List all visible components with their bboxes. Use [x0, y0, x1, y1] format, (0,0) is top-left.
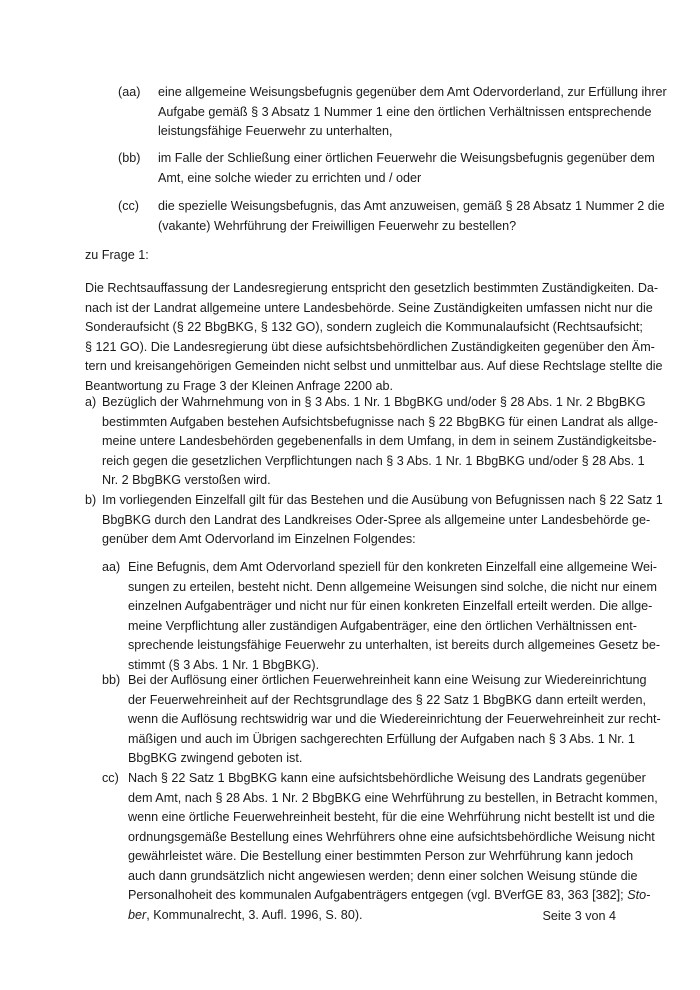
text-line: Beantwortung zu Frage 3 der Kleinen Anfrage 2200 ab.	[85, 378, 394, 393]
text-line: meine untere Landesbehörden gegebenenfalls in dem Umfang, in dem in seinem Zuständigkeitsbe-	[102, 434, 657, 448]
text-line: stimmt (§ 3 Abs. 1 Nr. 1 BbgBKG).	[128, 657, 320, 672]
text-segment: , Kommunalrecht, 3. Aufl. 1996, S. 80).	[146, 907, 363, 922]
text-line: tern und kreisangehörigen Gemeinden nicht selbst und unmittelbar aus. Auf diese Rechtslage stellte die	[85, 359, 663, 373]
question-item	[118, 149, 655, 188]
text-line: wenn die Auflösung rechtswidrig war und die Wiedereinrichtung der Feuerwehreinheit zur recht-	[128, 712, 661, 726]
question-item	[118, 197, 665, 236]
question-item	[118, 83, 667, 142]
text-line: Nr. 2 BbgBKG verstoßen wird.	[102, 473, 271, 487]
text-line: § 121 GO). Die Landesregierung übt diese aufsichtsbehördlichen Zuständigkeiten gegenüber den Äm-	[85, 339, 655, 354]
text-line: mäßigen und auch im Übrigen sachgerechten Erfüllung der Aufgaben nach § 3 Abs. 1 Nr. 1	[128, 731, 635, 746]
citation-author: ber	[128, 907, 147, 922]
text-line: ordnungsgemäße Bestellung eines Wehrführers ohne eine aufsichtsbehördliche Weisung nicht	[128, 829, 655, 844]
question-label: (aa)	[118, 85, 141, 99]
subpoint-cc	[102, 769, 658, 925]
intro-paragraph	[85, 279, 663, 396]
text-line: Im vorliegenden Einzelfall gilt für das Bestehen und die Ausübung von Befugnissen nach § 22 Satz 1	[102, 493, 663, 507]
text-line: gewährleistet wäre. Die Bestellung einer bestimmten Person zur Wehrführung kann jedoch	[128, 849, 634, 863]
text-line: Aufgabe gemäß § 3 Absatz 1 Nummer 1 eine den örtlichen Verhältnissen entsprechende	[158, 104, 652, 119]
text-line: BbgBKG zwingend geboten ist.	[128, 751, 303, 765]
text-line: der Feuerwehreinheit auf der Rechtsgrundlage des § 22 Satz 1 BbgBKG dann erteilt werden,	[128, 692, 647, 707]
subpoint-label: aa)	[102, 560, 121, 574]
text-line: auch dann grundsätzlich nicht angewiesen werden; denn einer solchen Weisung stünde die	[128, 868, 638, 883]
page-number: Seite 3 von 4	[542, 909, 616, 923]
subpoint-label: cc)	[102, 771, 119, 785]
text-line: BbgBKG durch den Landrat des Landkreises Oder-Spree als allgemeine unter Landesbehörde ge-	[102, 512, 651, 527]
text-line	[128, 886, 651, 906]
text-line: bestimmten Aufgaben bestehen Aufsichtsbefugnisse nach § 22 BbgBKG für einen Landrat als allge-	[102, 414, 658, 429]
text-line: (vakante) Wehrführung der Freiwilligen Feuerwehr zu bestellen?	[158, 218, 517, 233]
text-line: Bezüglich der Wahrnehmung von in § 3 Abs. 1 Nr. 1 BbgBKG und/oder § 28 Abs. 1 Nr. 2 BbgBKG	[102, 395, 646, 409]
text-line: im Falle der Schließung einer örtlichen Feuerwehr die Weisungsbefugnis gegenüber dem	[158, 151, 655, 165]
text-line: Die Rechtsauffassung der Landesregierung entspricht den gesetzlich bestimmten Zuständigkeiten. Da-	[85, 281, 659, 295]
subpoint-bb	[102, 671, 661, 769]
text-segment: Personalhoheit des kommunalen Aufgabenträgers entgegen (vgl. BVerfGE 83, 363 [382];	[128, 888, 628, 902]
citation-author: Sto-	[627, 888, 651, 902]
subpoint-aa	[102, 558, 661, 675]
text-line: einzelnen Aufgabenträger und nicht nur für einen konkreten Einzelfall erteilt werden. Die allge-	[128, 599, 653, 613]
point-b	[85, 491, 663, 550]
point-label: b)	[85, 493, 97, 507]
text-line: Eine Befugnis, dem Amt Odervorland speziell für den konkreten Einzelfall eine allgemeine Wei-	[128, 560, 657, 574]
text-line: dem Amt, nach § 28 Abs. 1 Nr. 2 BbgBKG eine Wehrführung zu bestellen, in Betracht kommen,	[128, 790, 658, 805]
text-line: Amt, eine solche wieder zu errichten und / oder	[158, 170, 422, 185]
text-line: eine allgemeine Weisungsbefugnis gegenüber dem Amt Odervorderland, zur Erfüllung ihrer	[158, 85, 667, 99]
answer-heading: zu Frage 1:	[85, 248, 149, 262]
text-line: nach ist der Landrat allgemeine untere Landesbehörde. Seine Zuständigkeiten umfassen nicht nur die	[85, 300, 653, 315]
subpoint-label: bb)	[102, 673, 121, 687]
text-line: Sonderaufsicht (§ 22 BbgBKG, § 132 GO), sondern zugleich die Kommunalaufsicht (Rechtsaufsicht;	[85, 320, 643, 334]
text-line: Nach § 22 Satz 1 BbgBKG kann eine aufsichtsbehördliche Weisung des Landrats gegenüber	[128, 771, 646, 785]
question-label: (bb)	[118, 151, 141, 165]
text-line: meine Verpflichtung aller zuständigen Aufgabenträger, eine den örtlichen Verhältnissen ent-	[128, 618, 637, 633]
text-line: Bei der Auflösung einer örtlichen Feuerwehreinheit kann eine Weisung zur Wiedereinrichtung	[128, 673, 647, 687]
text-line: leistungsfähige Feuerwehr zu unterhalten,	[158, 124, 393, 138]
text-line: die spezielle Weisungsbefugnis, das Amt anzuweisen, gemäß § 28 Absatz 1 Nummer 2 die	[158, 199, 665, 213]
text-line: sungen zu erteilen, besteht nicht. Denn allgemeine Weisungen sind solche, die nicht nur einem	[128, 579, 658, 594]
text-line: wenn eine örtliche Feuerwehreinheit besteht, für die eine Wehrführung nicht bestellt ist und die	[128, 810, 655, 824]
question-label: (cc)	[118, 199, 139, 213]
text-line: genüber dem Amt Odervorland im Einzelnen Folgendes:	[102, 532, 416, 546]
point-label: a)	[85, 395, 97, 409]
text-line: sprechende leistungsfähige Feuerwehr zu unterhalten, ist bereits durch allgemeines Gesetz be-	[128, 638, 661, 652]
text-line: reich gegen die gesetzlichen Verpflichtungen nach § 3 Abs. 1 Nr. 1 BbgBKG und/oder § 28 Abs. 1	[102, 453, 645, 468]
point-a	[85, 393, 658, 491]
